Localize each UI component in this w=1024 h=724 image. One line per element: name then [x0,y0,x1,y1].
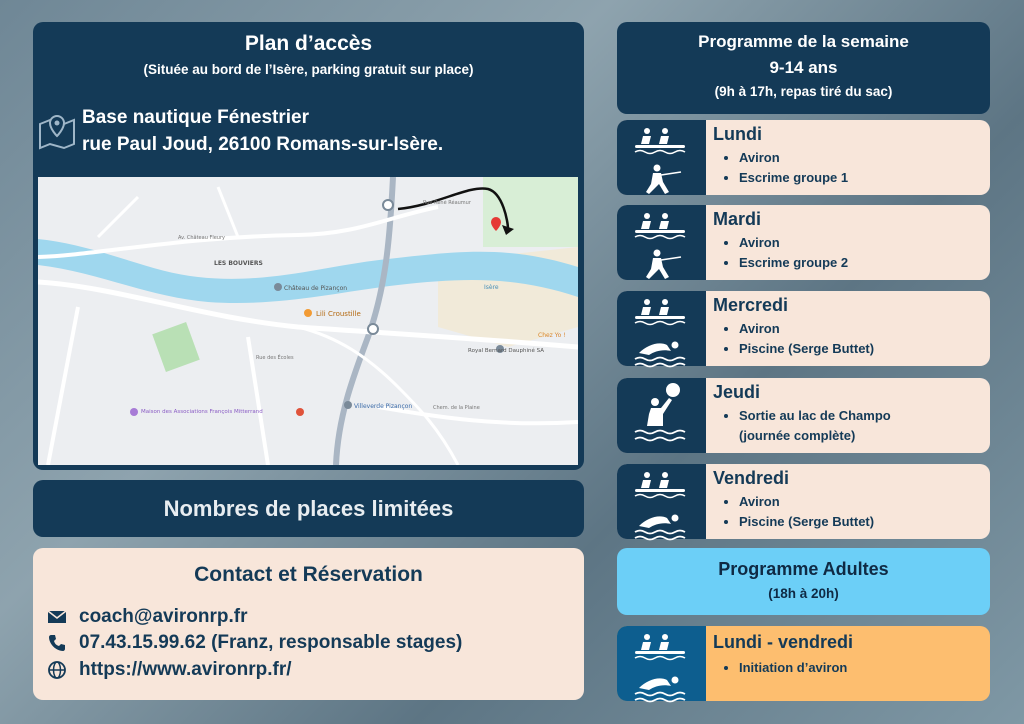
rowing-icon [617,120,706,157]
programme-hours: (9h à 17h, repas tiré du sac) [714,84,893,99]
map-label-chateau: Château de Pizançon [284,285,348,292]
swimming-icon [617,333,706,370]
day-name: Mardi [713,209,762,229]
map-label-river: Isère [484,284,499,291]
activity-item: • Aviron [739,492,874,512]
day-card-mercredi [617,291,990,366]
contact-card [33,548,584,700]
rowing-icon [617,291,706,328]
day-card-lundi [617,120,990,195]
address-line-2: rue Paul Joud, 26100 Romans-sur-Isère. [82,134,444,155]
day-name: Vendredi [713,468,790,488]
day-card-jeudi [617,378,990,453]
day-icons [617,378,706,453]
contact-phone-row [47,632,462,654]
day-icons [617,291,706,366]
activity-item: • Escrime groupe 1 [739,168,848,188]
contact-email[interactable]: coach@avironrp.fr [79,606,248,627]
contact-phone[interactable]: 07.43.15.99.62 (Franz, responsable stages) [79,632,463,653]
fencing-icon [617,247,706,284]
day-icons [617,205,706,280]
adults-hours: (18h à 20h) [768,586,839,601]
day-icons [617,464,706,539]
address-block [38,104,443,158]
activity-item: • Aviron [739,148,848,168]
contact-website[interactable]: https://www.avironrp.fr/ [79,659,292,680]
day-icons [617,120,706,195]
map-label-lili: Lili Croustille [316,310,361,318]
map-label-district: LES BOUVIERS [214,260,263,267]
day-card-mardi [617,205,990,280]
adults-day-card [617,626,990,701]
day-name: Mercredi [713,295,789,315]
activity-item: • Piscine (Serge Buttet) [739,339,874,359]
day-name: Lundi [713,124,762,144]
map-label-road-plaine: Chem. de la Plaine [433,405,480,411]
access-map[interactable] [38,177,578,465]
adults-programme-header [617,548,990,615]
activity-item: • Initiation d’aviron [739,660,847,675]
address-line-1: Base nautique Fénestrier [82,107,310,128]
activity-item: • Aviron [739,233,848,253]
globe-icon [47,660,67,680]
programme-header [617,22,990,114]
activity-item: • Aviron [739,319,874,339]
activity-item: • Escrime groupe 2 [739,253,848,273]
day-icons [617,626,706,701]
swimming-icon [617,506,706,543]
activity-item: (journée complète) [739,428,856,443]
fencing-icon [617,162,706,199]
access-subtitle: (Située au bord de l’Isère, parking gratuit sur place) [143,62,474,77]
rowing-icon [617,464,706,501]
day-card-vendredi [617,464,990,539]
contact-website-row [47,659,292,681]
rowing-icon [617,626,706,663]
adults-title: Programme Adultes [718,559,889,579]
map-pin-icon [38,112,76,150]
rowing-icon [617,205,706,242]
phone-icon [47,633,67,653]
swimming-icon [617,668,706,705]
map-label-villeverde: Villeverde Pizançon [354,403,413,410]
envelope-icon [47,609,67,625]
access-plan-card [33,22,584,470]
map-label-maison: Maison des Associations François Mitterrand [141,409,263,415]
access-title: Plan d’accès [244,32,373,55]
activity-item: • Sortie au lac de Champo [739,406,891,426]
map-graphic [38,177,578,465]
activity-item: • Piscine (Serge Buttet) [739,512,874,532]
limited-places-banner: Nombres de places limitées [33,480,584,537]
contact-email-row [47,606,247,628]
map-label-road-chateau: Av. Château Fleury [178,235,225,241]
water-polo-icon [617,378,706,453]
map-label-road-reaumur: Rue René Réaumur [423,200,471,206]
map-label-road-ecoles: Rue des Écoles [256,355,294,361]
day-name: Jeudi [713,382,761,402]
map-label-royal: Royal Bernard Dauphiné SA [468,348,544,354]
programme-ages: 9-14 ans [769,58,838,77]
programme-title: Programme de la semaine [698,32,909,51]
contact-title: Contact et Réservation [194,563,423,586]
adults-day-name: Lundi - vendredi [713,632,854,652]
map-label-chezyo: Chez Yo ! [538,332,566,339]
